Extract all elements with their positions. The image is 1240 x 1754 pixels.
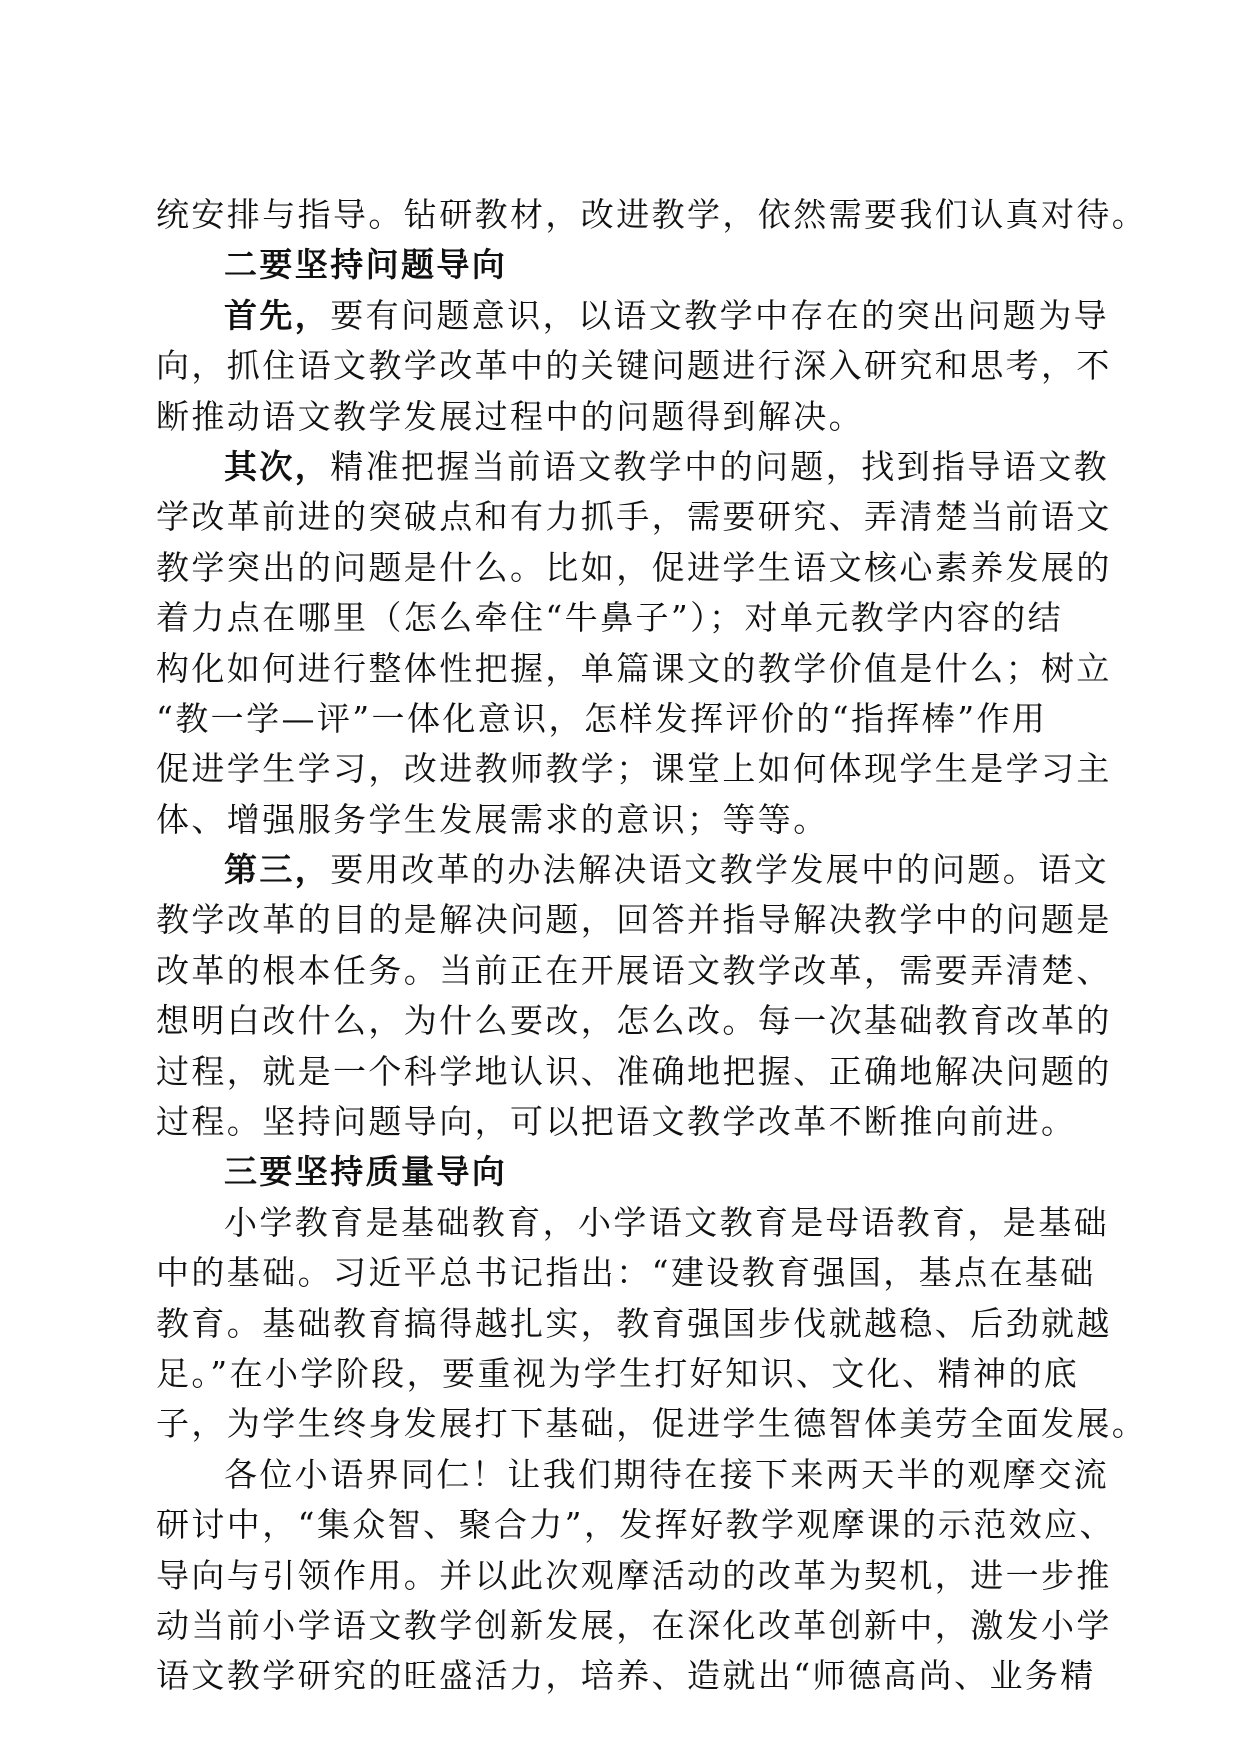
paragraph-line: 各位小语界同仁！让我们期待在接下来两天半的观摩交流 [224, 1454, 1109, 1494]
paragraph-line: 想明白改什么，为什么要改，怎么改。每一次基础教育改革的 [156, 1001, 1112, 1041]
paragraph-line: “教一学—评”一体化意识，怎样发挥评价的“指挥棒”作用 [156, 698, 1048, 738]
lead-term-third: 第三， [224, 850, 331, 890]
paragraph-line [156, 291, 1110, 341]
paragraph-text: 要用改革的办法解决语文教学发展中的问题。语文 [330, 850, 1110, 890]
paragraph-line: 过程，就是一个科学地认识、准确地把握、正确地解决问题的 [156, 1051, 1112, 1091]
paragraph-line: 促进学生学习，改进教师教学；课堂上如何体现学生是学习主 [156, 749, 1112, 789]
paragraph-line: 足。”在小学阶段，要重视为学生打好知识、文化、精神的底 [156, 1353, 1080, 1393]
paragraph-line: 小学教育是基础教育，小学语文教育是母语教育，是基础 [224, 1202, 1109, 1242]
document-body [156, 190, 1148, 1702]
paragraph-line: 语文教学研究的旺盛活力，培养、造就出“师德高尚、业务精 [156, 1656, 1096, 1696]
paragraph-line: 体、增强服务学生发展需求的意识；等等。 [156, 799, 829, 839]
section-heading-problem-orientation: 二要坚持问题导向 [224, 245, 508, 285]
paragraph-line: 过程。坚持问题导向，可以把语文教学改革不断推向前进。 [156, 1102, 1077, 1142]
paragraph-line: 着力点在哪里（怎么牵住“牛鼻子”）；对单元教学内容的结 [156, 598, 1064, 638]
paragraph-line: 导向与引领作用。并以此次观摩活动的改革为契机，进一步推 [156, 1555, 1112, 1595]
paragraph-line: 中的基础。习近平总书记指出：“建设教育强国，基点在基础 [156, 1253, 1096, 1293]
paragraph-line: 断推动语文教学发展过程中的问题得到解决。 [156, 396, 864, 436]
lead-term-second: 其次， [224, 446, 331, 486]
paragraph-text: 精准把握当前语文教学中的问题，找到指导语文教 [330, 446, 1110, 486]
section-heading-quality-orientation: 三要坚持质量导向 [224, 1152, 508, 1192]
paragraph-line: 构化如何进行整体性把握，单篇课文的教学价值是什么；树立 [156, 648, 1112, 688]
paragraph-line: 统安排与指导。钻研教材，改进教学，依然需要我们认真对待。 [156, 195, 1148, 234]
paragraph-line: 研讨中，“集众智、聚合力”，发挥好教学观摩课的示范效应、 [156, 1505, 1115, 1545]
paragraph-line [156, 845, 1110, 895]
paragraph-line: 教学改革的目的是解决问题，回答并指导解决教学中的问题是 [156, 900, 1112, 940]
paragraph-line: 向，抓住语文教学改革中的关键问题进行深入研究和思考，不 [156, 346, 1112, 386]
paragraph-line [156, 442, 1110, 492]
paragraph-line: 学改革前进的突破点和有力抓手，需要研究、弄清楚当前语文 [156, 497, 1112, 537]
paragraph-line: 教育。基础教育搞得越扎实，教育强国步伐就越稳、后劲就越 [156, 1303, 1112, 1343]
lead-term-first: 首先， [224, 295, 331, 335]
paragraph-line: 改革的根本任务。当前正在开展语文教学改革，需要弄清楚、 [156, 950, 1112, 990]
paragraph-line: 教学突出的问题是什么。比如，促进学生语文核心素养发展的 [156, 547, 1112, 587]
paragraph-line: 子，为学生终身发展打下基础，促进学生德智体美劳全面发展。 [156, 1404, 1148, 1444]
paragraph-text: 要有问题意识，以语文教学中存在的突出问题为导 [330, 295, 1110, 335]
paragraph-line: 动当前小学语文教学创新发展，在深化改革创新中，激发小学 [156, 1605, 1112, 1645]
